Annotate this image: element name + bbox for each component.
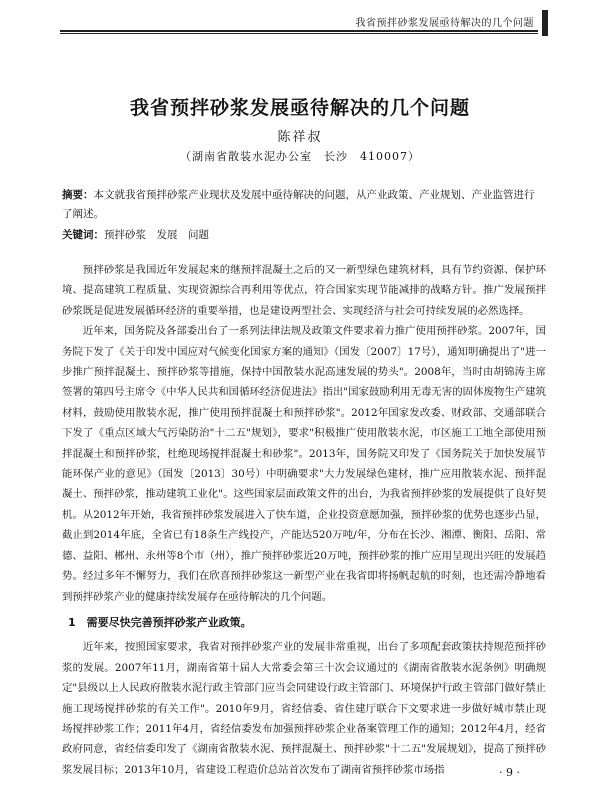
author-name: 陈祥叔 (277, 130, 323, 145)
keywords-text: 预拌砂浆 发展 问题 (104, 229, 209, 241)
header-rule-thin (60, 33, 538, 34)
header-rule (60, 30, 538, 32)
article-title: 我省预拌砂浆发展亟待解决的几个问题 (129, 97, 470, 119)
keywords-label: 关键词： (62, 229, 104, 241)
body-paragraph-1: 预拌砂浆是我国近年发展起来的继预拌混凝土之后的又一新型绿色建筑材料，具有节约资源、保护环境、提高建筑工程质量、实现资源综合再利用等优点，符合国家实现节能减排的战略方针。推广发展预拌砂浆既是促进发展循环经济的重要举措，也是建设两型社会、实现经济与社会可持续发展的必然选择。 (62, 264, 546, 317)
section-heading-1: 1 需要尽快完善预拌砂浆产业政策。 (68, 615, 252, 629)
page-edge-mark (542, 10, 548, 36)
abstract (62, 186, 540, 224)
section-1-paragraph: 近年来，按照国家要求，我省对预拌砂浆产业的发展非常重视，出台了多项配套政策扶持规范预拌砂浆的发展。2007年11月，湖南省第十届人大常委会第三十次会议通过的《湖南省散装水泥条例》明确规定"县级以上人民政府散装水泥行政主管部门应当会同建设行政主管部门、环境保护行政主管部门做好禁止施工现场搅拌砂浆的有关工作"。2010年9月，省经信委、省住建厅联合下文要求进一步做好城市禁止现场搅拌砂浆工作；2011年4月，省经信委发布加强预拌砂浆企业备案管理工作的通知；2012年4月，经省政府同意，省经信委印发了《湖南省散装水泥、预拌混凝土、预拌砂浆"十二五"发展规划》，提高了预拌砂浆发展目标；2013年10月，省建设工程造价总站首次发布了湖南省预拌砂浆市场指 (62, 641, 546, 776)
keywords (62, 226, 540, 245)
abstract-label: 摘要： (62, 189, 94, 201)
author-affiliation: （湖南省散装水泥办公室 长沙 410007） (180, 150, 420, 163)
body-paragraph-2: 近年来，国务院及各部委出台了一系列法律法规及政策文件要求着力推广使用预拌砂浆。2007年，国务院下发了《关于印发中国应对气候变化国家方案的通知》（国发〔2007〕17号），通知明确提出了"进一步推广预拌混凝土、预拌砂浆等措施，保持中国散装水泥高速发展的势头"。2008年，当时由胡锦涛主席签署的第四号主席令《中华人民共和国循环经济促进法》指出"国家鼓励利用无毒无害的固体废物生产建筑材料，鼓励使用散装水泥，推广使用预拌混凝土和预拌砂浆"。2012年国家发改委、财政部、交通部联合下发了《重点区域大气污染防治"十二五"规划》，要求"积极推广使用散装水泥，市区施工工地全部使用预拌混凝土和预拌砂浆，杜绝现场搅拌混凝土和砂浆"。2013年，国务院又印发了《国务院关于加快发展节能环保产业的意见》（国发〔2013〕30号）中明确要求"大力发展绿色建材，推广应用散装水泥、预拌混凝土、预拌砂浆，推动建筑工业化"。这些国家层面政策文件的出台，为我省预拌砂浆的发展提供了良好契机。从2012年开始，我省预拌砂浆发展进入了快车道，企业投资意愿加强，预拌砂浆的优势也逐步凸显，截止到2014年底，全省已有18条生产线投产，产能达520万吨/年，分布在长沙、湘潭、衡阳、岳阳、常德、益阳、郴州、永州等8个市（州），推广预拌砂浆近20万吨，预拌砂浆的推广应用呈现出兴旺的发展趋势。经过多年不懈努力，我们在欣喜预拌砂浆这一新型产业在我省即将扬帆起航的时刻，也还需冷静地看到预拌砂浆产业的健康持续发展存在亟待解决的几个问题。 (62, 325, 546, 603)
abstract-text: 本文就我省预拌砂浆产业现状及发展中亟待解决的问题，从产业政策、产业规划、产业监管进行了阐述。 (62, 189, 535, 220)
running-header: 我省预拌砂浆发展亟待解决的几个问题 (355, 18, 534, 29)
article-body (62, 260, 546, 780)
page-number: · 9 · (499, 766, 520, 779)
